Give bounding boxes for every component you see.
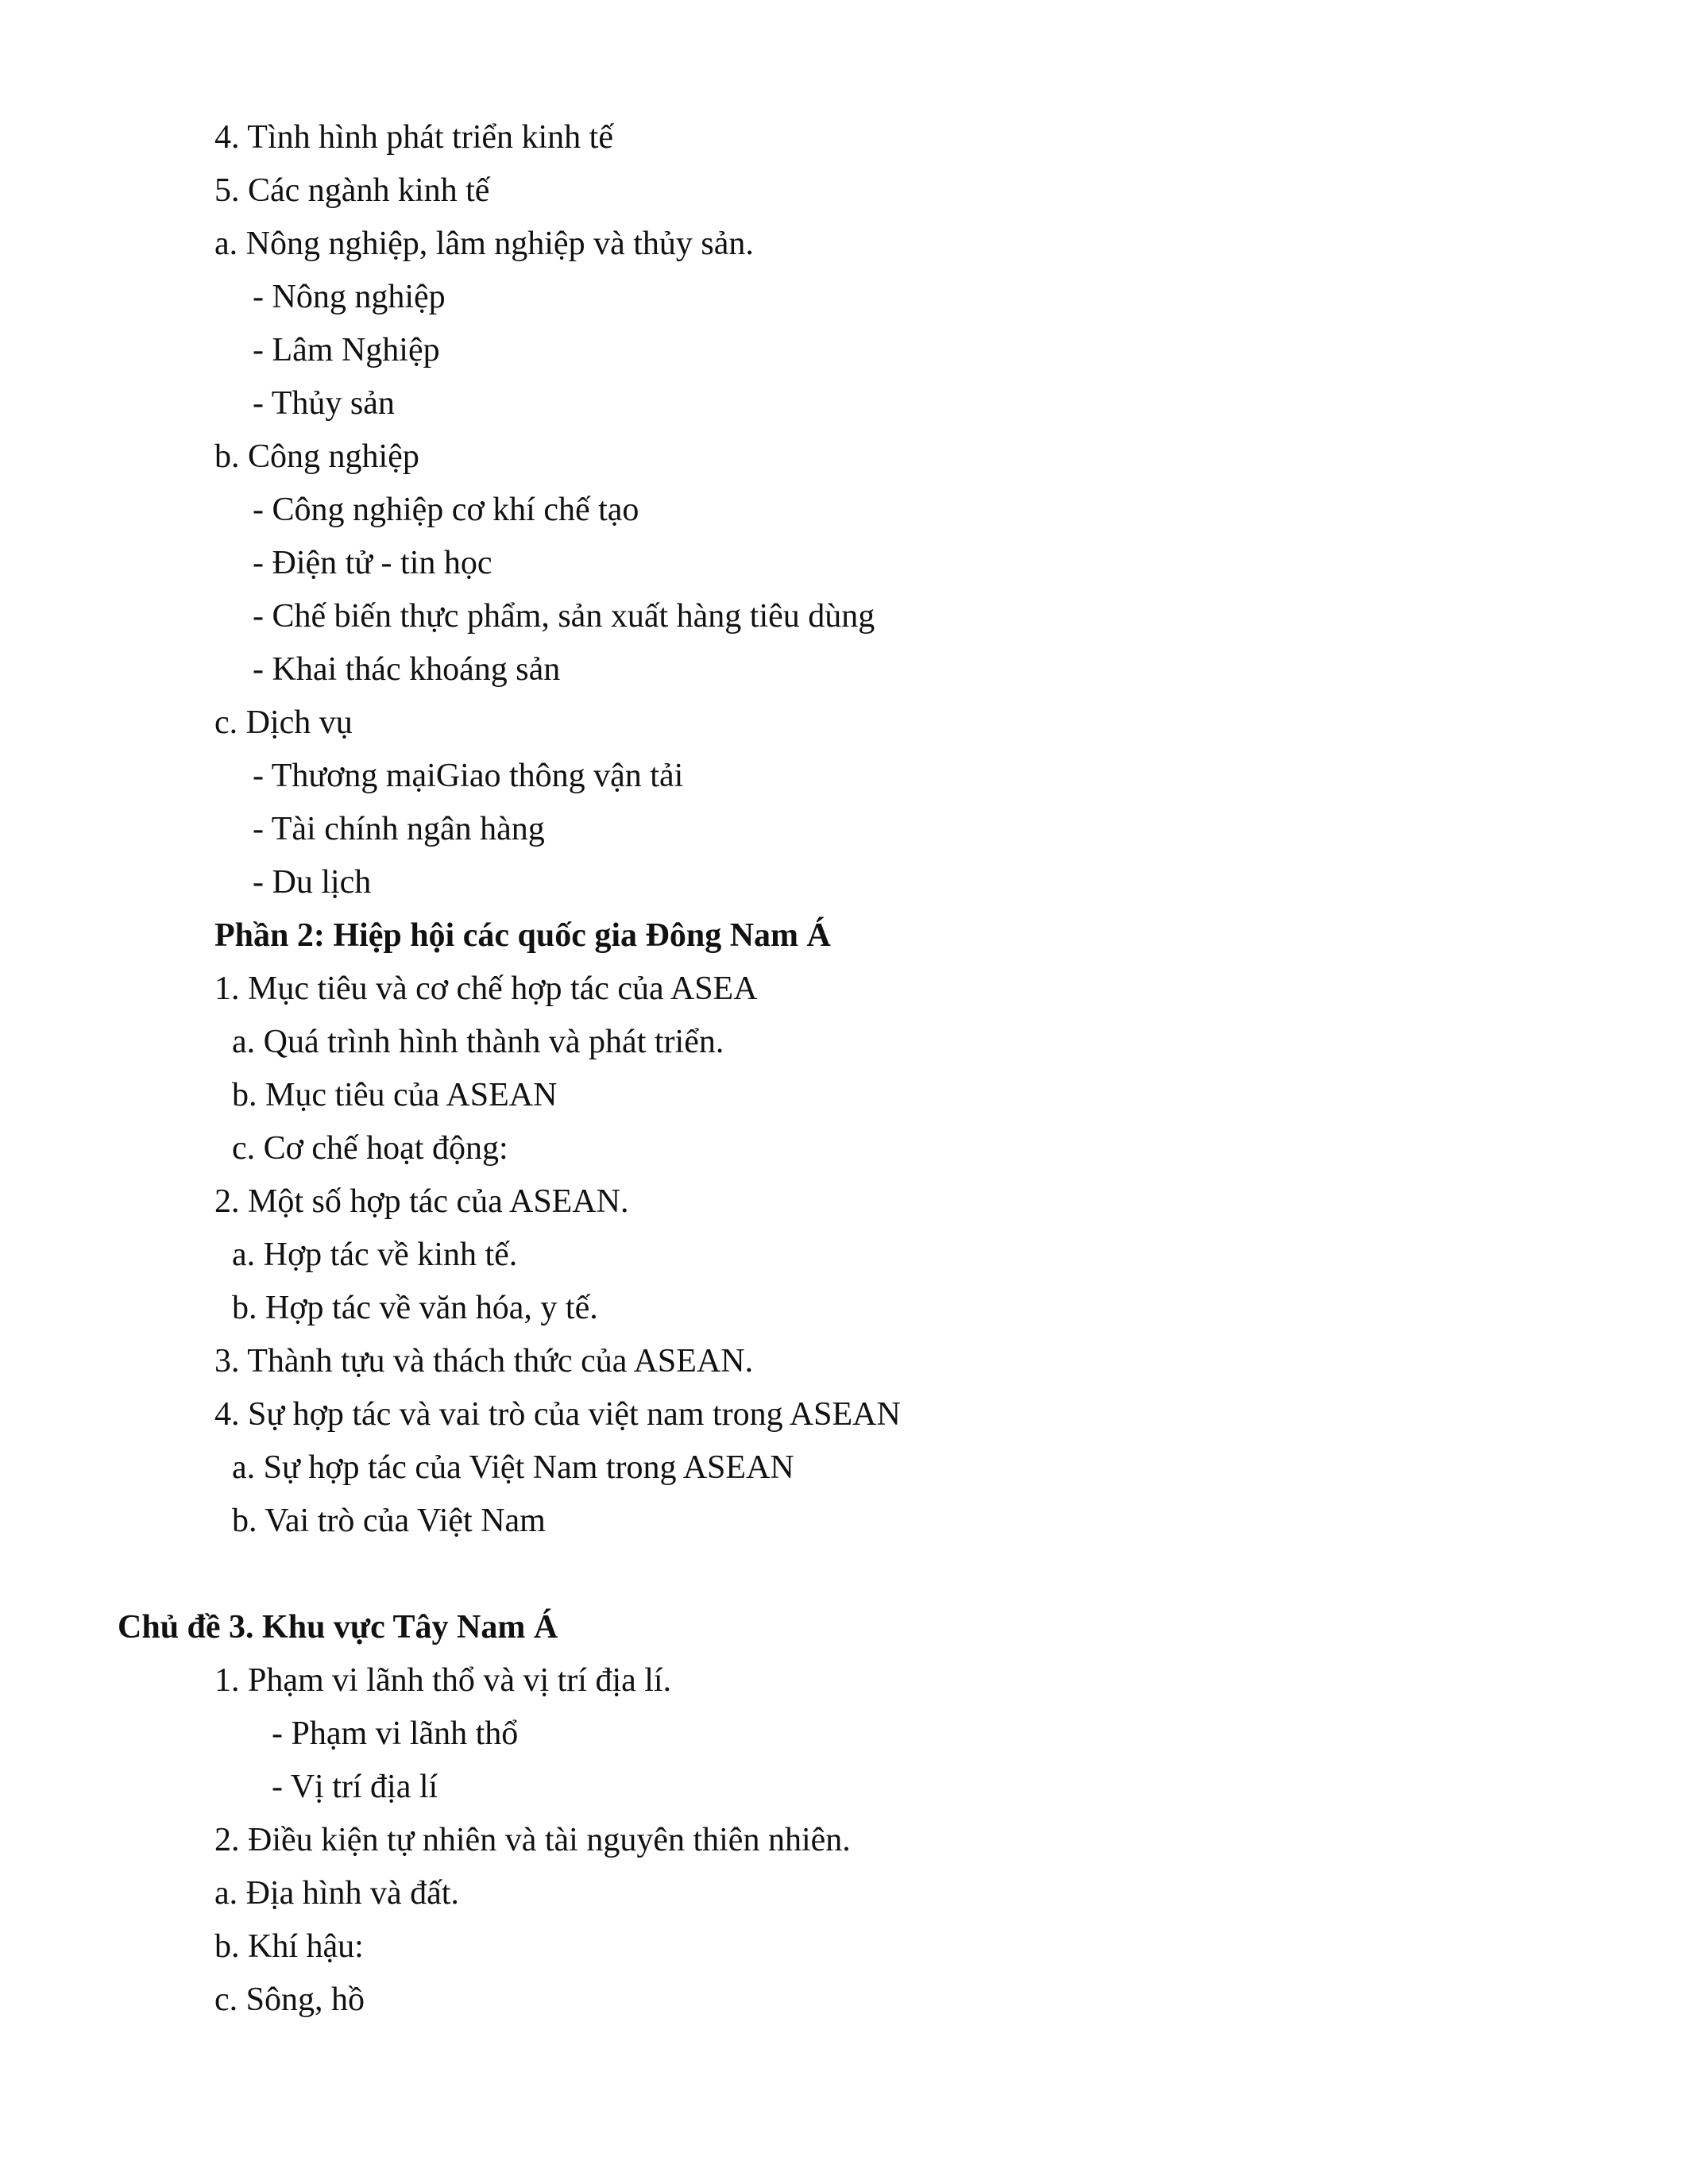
list-item-finance-banking: - Tài chính ngân hàng (253, 811, 545, 847)
heading-asean-cooperation: 2. Một số hợp tác của ASEAN. (214, 1183, 629, 1220)
heading-territory-location: 1. Phạm vi lãnh thổ và vị trí địa lí. (214, 1662, 672, 1699)
heading-vietnam-role: 4. Sự hợp tác và vai trò của việt nam trong ASEAN (214, 1396, 901, 1433)
subheading-agriculture-forestry-fishery: a. Nông nghiệp, lâm nghiệp và thủy sản. (214, 226, 754, 262)
list-item-mining: - Khai thác khoáng sản (253, 651, 561, 688)
list-item-location: - Vị trí địa lí (272, 1769, 438, 1805)
heading-economic-development: 4. Tình hình phát triển kinh tế (214, 119, 613, 156)
heading-asean-achievements: 3. Thành tựu và thách thức của ASEAN. (214, 1343, 754, 1379)
list-item-territory: - Phạm vi lãnh thổ (272, 1715, 519, 1752)
list-item-food-processing: - Chế biến thực phẩm, sản xuất hàng tiêu dùng (253, 598, 875, 635)
list-item-fishery: - Thủy sản (253, 385, 395, 422)
subheading-operating-mechanism: c. Cơ chế hoạt động: (232, 1130, 508, 1167)
subheading-services: c. Dịch vụ (214, 704, 353, 741)
topic-heading-3: Chủ đề 3. Khu vực Tây Nam Á (118, 1609, 558, 1646)
subheading-rivers-lakes: c. Sông, hồ (214, 1981, 365, 2018)
subheading-asean-goals: b. Mục tiêu của ASEAN (232, 1077, 558, 1113)
subheading-vietnam-cooperation: a. Sự hợp tác của Việt Nam trong ASEAN (232, 1449, 794, 1486)
heading-economic-sectors: 5. Các ngành kinh tế (214, 172, 490, 209)
subheading-culture-health-cooperation: b. Hợp tác về văn hóa, y tế. (232, 1290, 598, 1326)
subheading-terrain-soil: a. Địa hình và đất. (214, 1875, 459, 1912)
subheading-formation-development: a. Quá trình hình thành và phát triển. (232, 1024, 724, 1060)
list-item-trade-transport: - Thương mạiGiao thông vận tải (253, 758, 684, 794)
list-item-agriculture: - Nông nghiệp (253, 279, 446, 315)
list-item-mechanical-industry: - Công nghiệp cơ khí chế tạo (253, 492, 639, 528)
section-heading-part-2: Phần 2: Hiệp hội các quốc gia Đông Nam Á (214, 917, 831, 954)
heading-asean-goals-mechanism: 1. Mục tiêu và cơ chế hợp tác của ASEA (214, 970, 758, 1007)
heading-natural-conditions: 2. Điều kiện tự nhiên và tài nguyên thiên nhiên. (214, 1822, 851, 1858)
list-item-electronics: - Điện tử - tin học (253, 545, 492, 581)
subheading-climate: b. Khí hậu: (214, 1928, 364, 1965)
subheading-industry: b. Công nghiệp (214, 438, 419, 475)
list-item-forestry: - Lâm Nghiệp (253, 332, 440, 369)
subheading-vietnam-role: b. Vai trò của Việt Nam (232, 1503, 546, 1539)
list-item-tourism: - Du lịch (253, 864, 372, 901)
subheading-economic-cooperation: a. Hợp tác về kinh tế. (232, 1237, 518, 1273)
